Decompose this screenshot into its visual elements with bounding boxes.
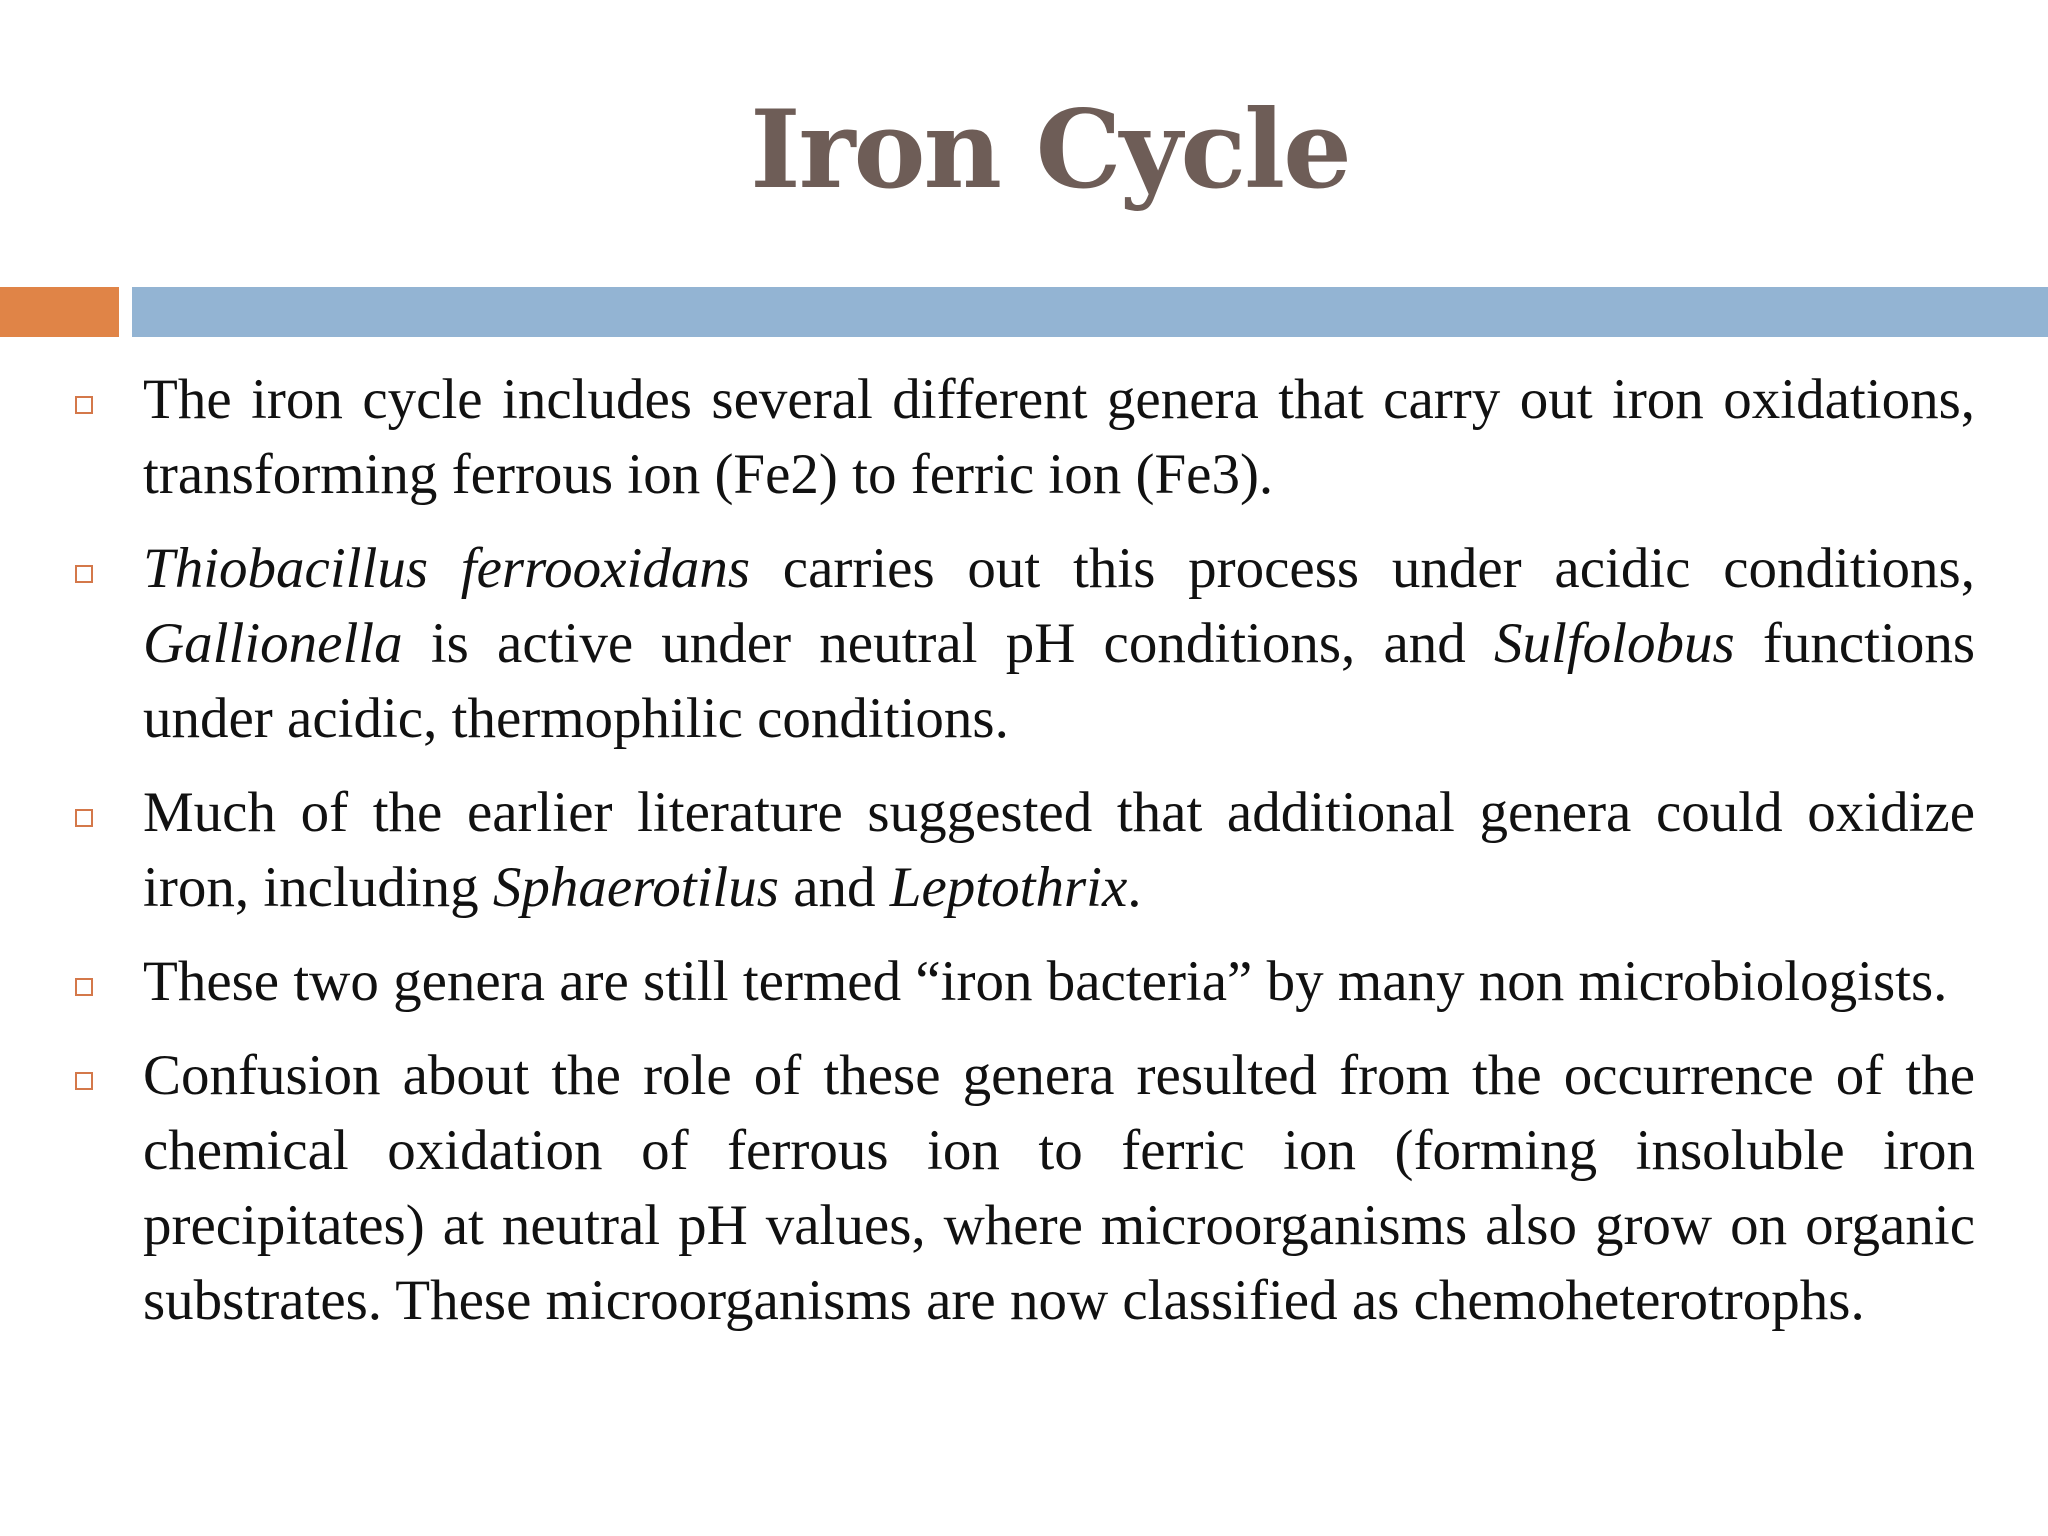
bullet-list	[0, 362, 2048, 1357]
bullet-text-segment: and	[778, 856, 890, 919]
genus-name: Sphaerotilus	[492, 856, 779, 919]
hollow-square-bullet-icon	[75, 396, 93, 414]
bullet-text-segment: functions under acidic, thermophilic conditions.	[143, 612, 1976, 750]
bullet-item	[0, 944, 2048, 1019]
bullet-text-segment: carries out this process under acidic conditions,	[750, 537, 1975, 600]
genus-name: Thiobacillus ferrooxidans	[143, 537, 750, 600]
bullet-text	[143, 1038, 1975, 1338]
bullet-text	[143, 362, 1975, 512]
bullet-text-segment: .	[1127, 856, 1142, 919]
bullet-item	[0, 362, 2048, 512]
slide-title: Iron Cycle	[750, 87, 1350, 213]
hollow-square-bullet-icon	[75, 809, 93, 827]
bullet-text-segment: Confusion about the role of these genera resulted from the occurrence of the chemical oxidation of ferrous ion to ferric ion (forming insoluble iron precipitates) at neutral pH values, where microorganisms also grow on organic substrates. These microorganisms are now classified as chemoheterotrophs.	[143, 1044, 1975, 1332]
genus-name: Gallionella	[143, 612, 403, 675]
hollow-square-bullet-icon	[75, 978, 93, 996]
genus-name: Sulfolobus	[1493, 612, 1735, 675]
bullet-item	[0, 1038, 2048, 1338]
bullet-text-segment: is active under neutral pH conditions, and	[402, 612, 1494, 675]
bullet-text-segment: The iron cycle includes several different genera that carry out iron oxidations, transforming ferrous ion (Fe2) to ferric ion (Fe3).	[143, 368, 1975, 506]
bullet-item	[0, 775, 2048, 925]
hollow-square-bullet-icon	[75, 565, 93, 583]
hollow-square-bullet-icon	[75, 1072, 93, 1090]
accent-bar-blue	[132, 287, 2048, 337]
bullet-item	[0, 531, 2048, 756]
bullet-text	[143, 775, 1975, 925]
bullet-text-segment: Much of the earlier literature suggested that additional genera could oxidize iron, including	[143, 781, 1975, 919]
genus-name: Leptothrix	[889, 856, 1128, 919]
bullet-text	[143, 531, 1975, 756]
accent-bar-orange	[0, 287, 119, 337]
bullet-text	[143, 944, 1975, 1019]
bullet-text-segment: These two genera are still termed “iron bacteria” by many non microbiologists.	[143, 950, 1948, 1013]
